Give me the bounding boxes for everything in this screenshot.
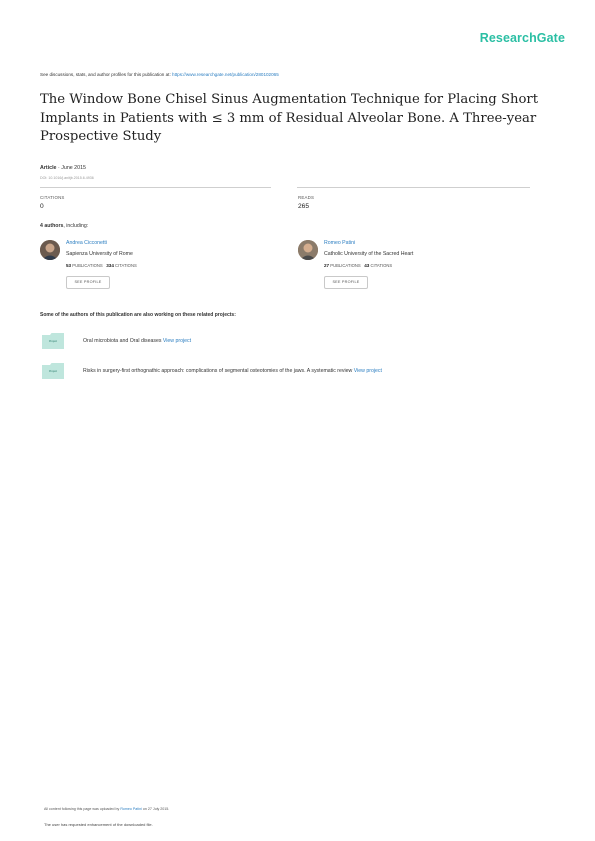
projects-heading: Some of the authors of this publication are also working on these related projects:	[40, 312, 236, 318]
author-stats	[66, 263, 137, 268]
project-icon-label: Project	[48, 370, 58, 373]
article-meta	[40, 165, 86, 171]
project-icon-label: Project	[48, 340, 58, 343]
project-icon	[42, 333, 64, 349]
citations-divider	[40, 187, 271, 188]
author-name[interactable]: Romeo Patini	[324, 240, 356, 246]
authors-count: 4 authors	[40, 223, 64, 229]
article-type: Article	[40, 165, 57, 171]
publications-count: 53	[66, 263, 72, 268]
discussion-prefix: See discussions, stats, and author profiles for this publication at:	[40, 72, 171, 77]
publications-label: PUBLICATIONS	[330, 263, 361, 268]
article-date: June 2015	[61, 165, 86, 171]
avatar[interactable]	[298, 240, 318, 260]
publications-count: 27	[324, 263, 330, 268]
upload-info	[44, 807, 169, 811]
citations-count: 334	[106, 263, 114, 268]
reads-value: 265	[298, 203, 310, 210]
project-item	[83, 338, 191, 344]
project-item	[83, 368, 382, 374]
publication-link[interactable]: https://www.researchgate.net/publication/280102065	[172, 72, 279, 77]
reads-label: READS	[298, 195, 315, 200]
view-project-link[interactable]: View project	[353, 368, 382, 374]
publications-label: PUBLICATIONS	[72, 263, 103, 268]
uploader-link[interactable]: Romeo Patini	[120, 807, 142, 811]
citations-stat-label: CITATIONS	[370, 263, 393, 268]
project-title: Risks in surgery-first orthognathic approach: complications of segmental osteotomies of the jaws. A systematic review	[83, 368, 353, 374]
researchgate-logo[interactable]: ResearchGate	[479, 31, 565, 45]
see-profile-button[interactable]: SEE PROFILE	[324, 276, 368, 289]
project-title: Oral microbiota and Oral diseases	[83, 338, 162, 344]
meta-separator: ·	[56, 165, 62, 171]
citations-count: 43	[364, 263, 370, 268]
article-title: The Window Bone Chisel Sinus Augmentation Technique for Placing Short Implants in Patients with ≤ 3 mm of Residual Alveolar Bone. A Three-year Prospective Study	[40, 92, 539, 144]
author-institution: Sapienza University of Rome	[66, 251, 133, 257]
author-name[interactable]: Andrea Cicconetti	[66, 240, 107, 246]
upload-on: on	[142, 807, 147, 811]
authors-heading	[40, 223, 88, 229]
author-institution: Catholic University of the Sacred Heart	[324, 251, 414, 257]
citations-stat-label: CITATIONS	[115, 263, 137, 268]
article-doi: DOI: 10.1016/j.anitjb.2015.6.4936	[40, 176, 94, 180]
citations-label: CITATIONS	[40, 195, 65, 200]
project-icon	[42, 363, 64, 379]
authors-suffix: , including:	[63, 223, 89, 229]
see-profile-button[interactable]: SEE PROFILE	[66, 276, 110, 289]
discussion-line	[40, 72, 279, 77]
enhancement-note: The user has requested enhancement of the downloaded file.	[44, 822, 153, 827]
author-stats	[324, 263, 392, 268]
reads-divider	[297, 187, 530, 188]
citations-value: 0	[40, 203, 44, 210]
upload-date: 27 July 2015.	[147, 807, 170, 811]
upload-prefix: All content following this page was uploaded by	[44, 807, 120, 811]
avatar[interactable]	[40, 240, 60, 260]
view-project-link[interactable]: View project	[162, 338, 192, 344]
